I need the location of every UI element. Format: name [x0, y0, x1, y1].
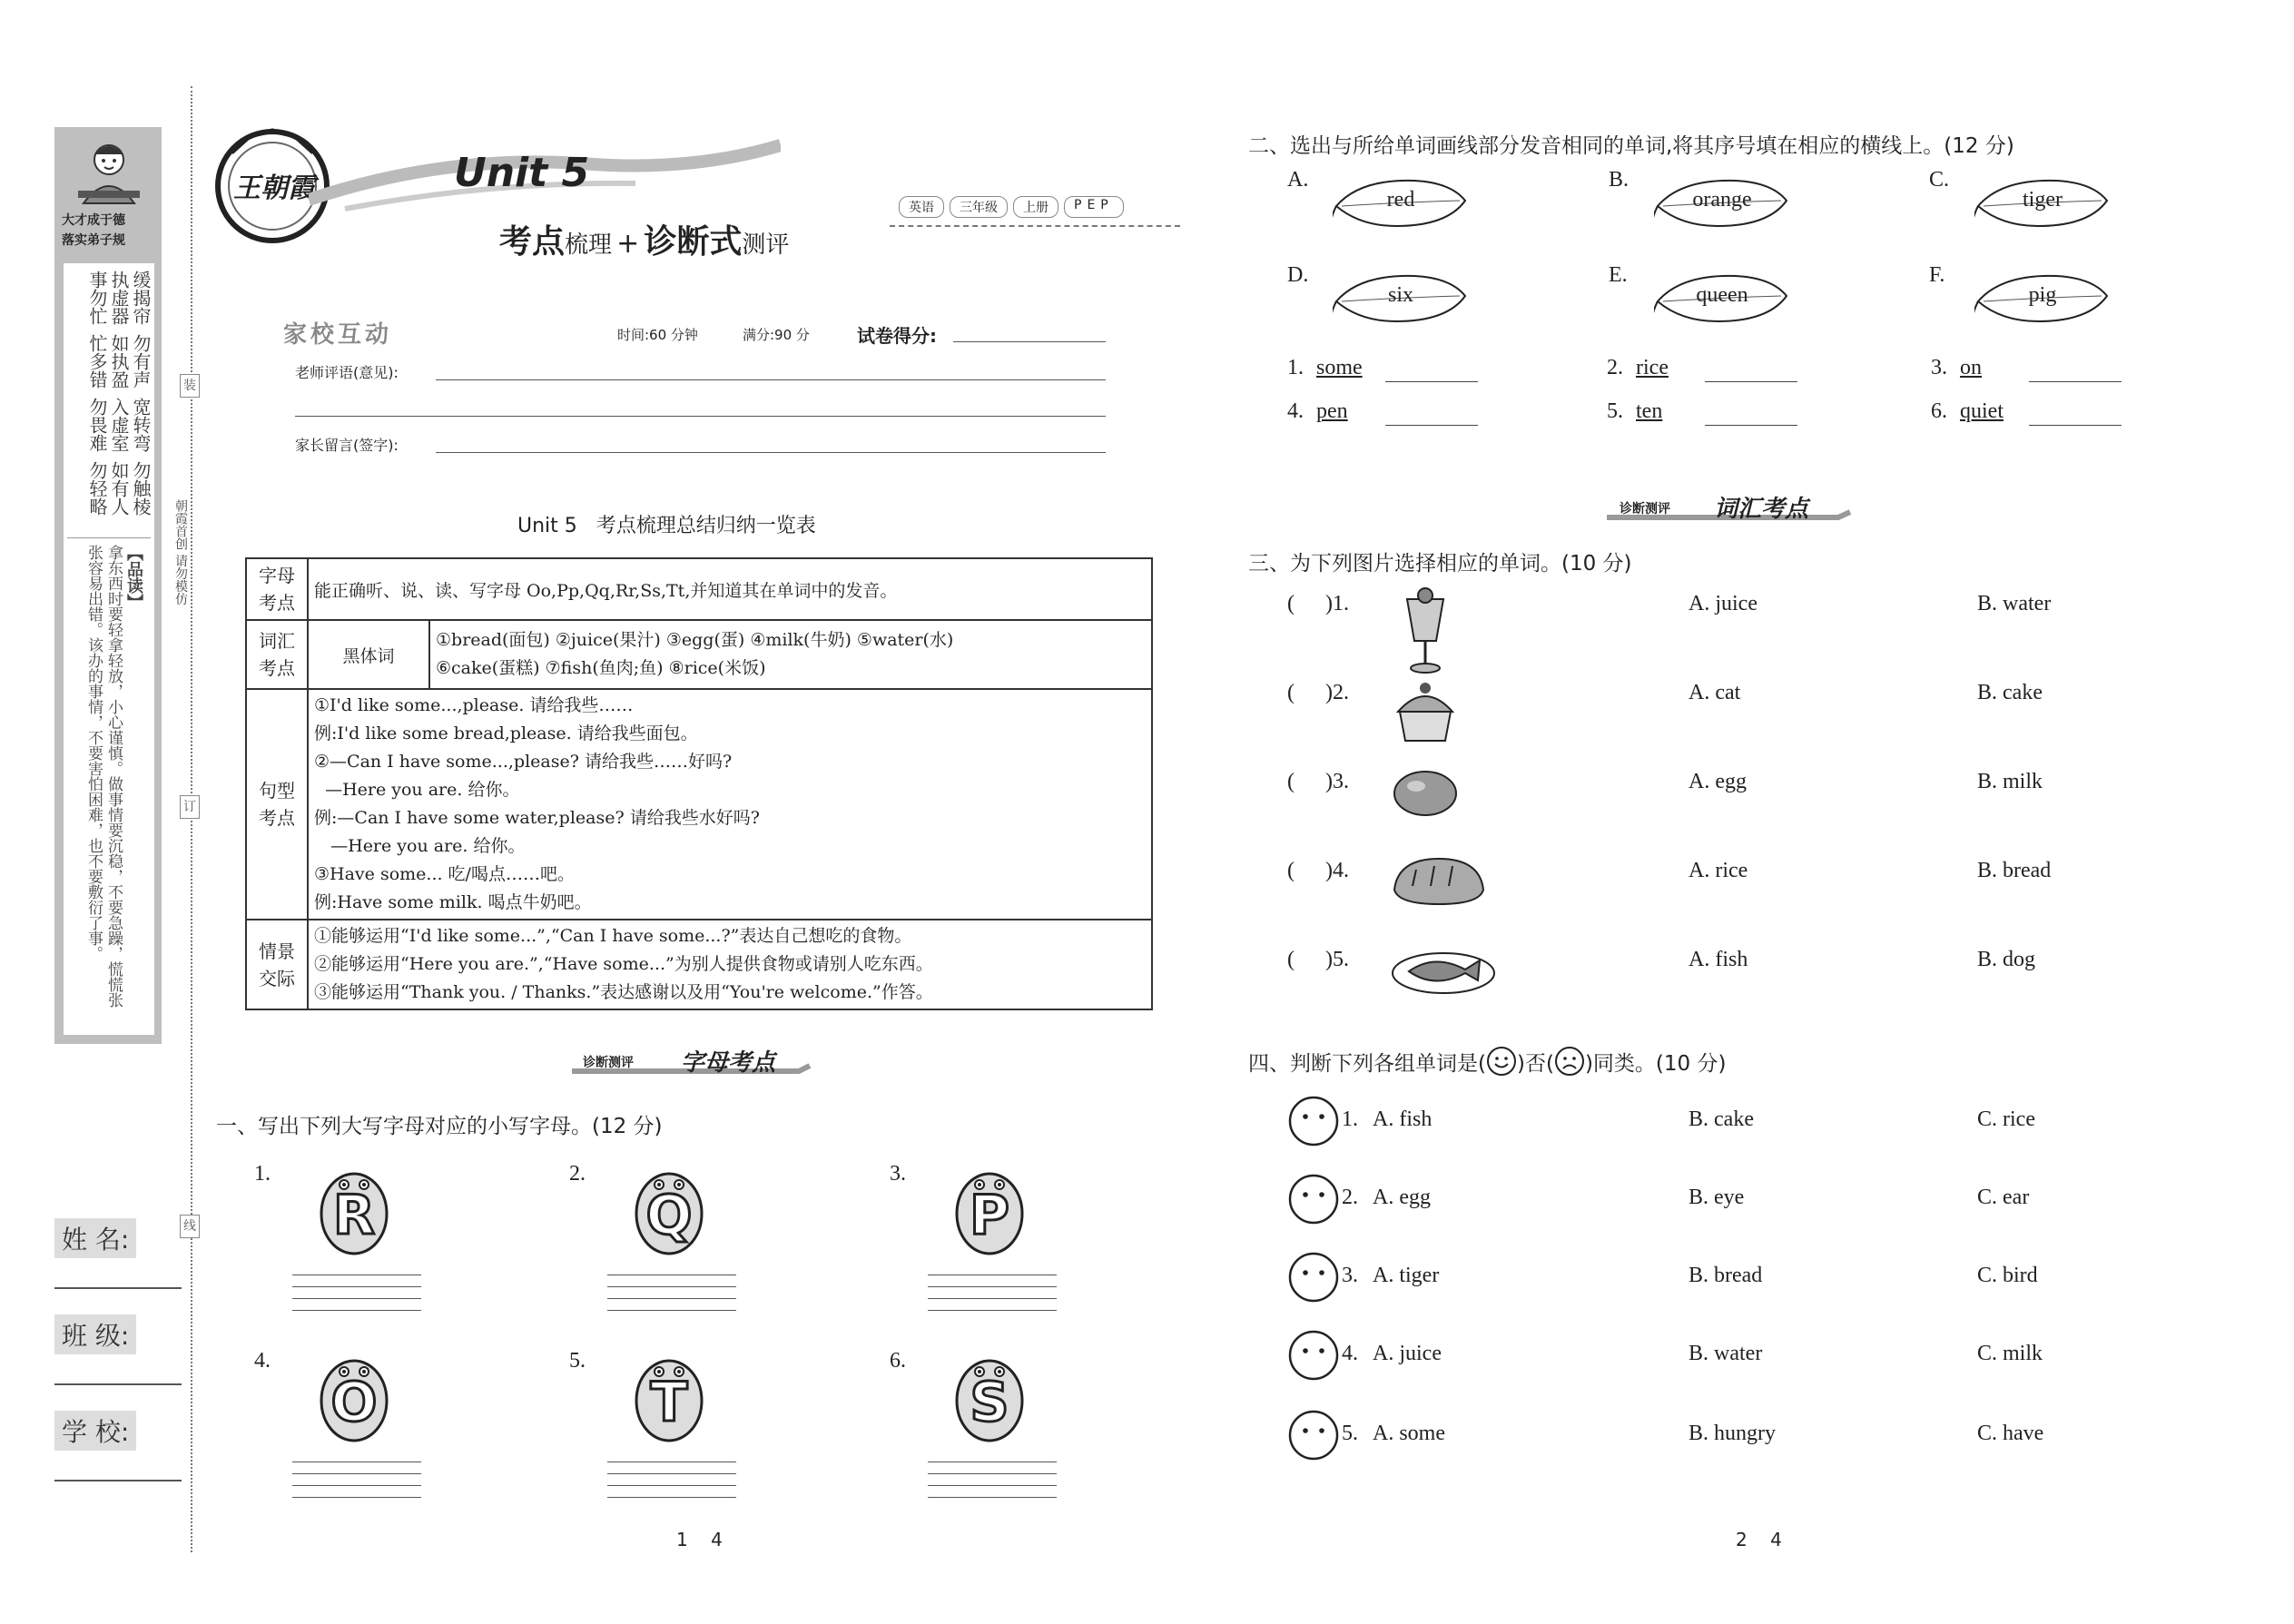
maxim: 忙多错 — [86, 334, 108, 389]
vocab-category: 词汇考点 — [246, 620, 308, 689]
q2-option-word: six — [1387, 283, 1413, 307]
cartoon-letter: Q — [645, 1184, 693, 1247]
q3-option-b[interactable]: B. milk — [1977, 770, 2043, 793]
vocab-line: ①bread(面包) ②juice(果汁) ③egg(蛋) ④milk(牛奶) ⑤water(水) — [436, 630, 954, 650]
maxims-panel — [64, 263, 154, 1035]
teacher-comment-label: 老师评语(意见): — [295, 364, 399, 381]
section-banner-vocab — [1607, 490, 1856, 521]
q3-heading: 三、为下列图片选择相应的单词。(10 分) — [1248, 552, 1632, 576]
q2-item-word: on — [1960, 356, 1982, 379]
maxim: 勿轻略 — [86, 461, 108, 516]
q3-option-b[interactable]: B. dog — [1977, 948, 2036, 971]
maxim: 如有人 — [108, 461, 130, 516]
q3-item-number: ( )4. — [1287, 859, 1349, 882]
q4-word-a: A. tiger — [1373, 1264, 1440, 1287]
q3-option-b[interactable]: B. bread — [1977, 859, 2052, 882]
q2-item-number: 3. — [1931, 356, 1947, 379]
q4-word-a: A. juice — [1373, 1342, 1442, 1365]
scene-category: 情景交际 — [246, 920, 308, 1009]
q4-word-a: A. fish — [1373, 1107, 1433, 1131]
banner-big: 字母考点 — [681, 1049, 776, 1077]
q4-item-number: 3. — [1342, 1264, 1358, 1287]
q2-answer-field[interactable] — [2029, 381, 2122, 382]
cartoon-letter: S — [970, 1371, 1009, 1434]
copyright-note: 朝霞首创 请勿模仿 — [173, 499, 188, 605]
banner-small: 诊断测评 — [583, 1056, 634, 1070]
binding-dotted-line — [191, 86, 192, 1552]
blank-face-icon[interactable] — [1287, 1095, 1340, 1147]
q4-word-c: C. have — [1977, 1422, 2044, 1445]
q2-option-label: D. — [1287, 263, 1309, 287]
q4-word-b: B. eye — [1689, 1186, 1745, 1209]
q2-item-number: 4. — [1287, 399, 1304, 423]
subtitle-part: 考点 — [499, 223, 566, 261]
q2-option-word: pig — [2028, 283, 2057, 307]
parent-message-label: 家长留言(签字): — [295, 437, 399, 454]
maxim: 事勿忙 — [86, 271, 108, 325]
q1-writing-lines[interactable] — [607, 1264, 736, 1311]
q2-item-number: 1. — [1287, 356, 1304, 379]
q4-item-number: 1. — [1342, 1107, 1358, 1131]
name-label: 姓 名: — [54, 1218, 136, 1258]
q4-item-number: 4. — [1342, 1342, 1358, 1365]
sentence-line: ①I'd like some...,please. 请给我些…… — [314, 695, 634, 715]
maxim: 勿有声 — [130, 334, 152, 389]
q2-item-word: ten — [1636, 399, 1663, 423]
page-number-right: 2 4 — [1736, 1529, 1782, 1550]
frown-face-icon — [1554, 1046, 1585, 1077]
subtitle-part: 梳理 — [565, 231, 613, 259]
letters-category: 字母考点 — [246, 558, 308, 620]
name-field[interactable] — [54, 1287, 182, 1289]
q2-option-label: E. — [1609, 263, 1628, 287]
q3-option-a[interactable]: A. egg — [1689, 770, 1747, 793]
blank-face-icon[interactable] — [1287, 1409, 1340, 1462]
q1-item-number: 6. — [890, 1349, 906, 1373]
q4-heading-part: )否( — [1516, 1051, 1554, 1076]
subtitle-plus: + — [616, 228, 640, 260]
blank-face-icon[interactable] — [1287, 1173, 1340, 1225]
vocab-subcategory: 黑体词 — [308, 620, 429, 689]
q2-option-word: red — [1386, 188, 1415, 212]
banner-big: 词汇考点 — [1714, 496, 1809, 523]
q2-item-number: 2. — [1607, 356, 1623, 379]
subtitle-part: 诊断式 — [644, 223, 743, 261]
sentence-line: 例:—Can I have some water,please? 请给我些水好吗? — [314, 808, 760, 828]
q4-word-a: A. some — [1373, 1422, 1445, 1445]
q1-item-number: 4. — [254, 1349, 271, 1373]
scene-line: ③能够运用“Thank you. / Thanks.”表达感谢以及用“You're welcome.”作答。 — [314, 982, 933, 1002]
maxim: 入虚室 — [108, 398, 130, 452]
teacher-comment-field[interactable] — [436, 379, 1106, 380]
vocab-line: ⑥cake(蛋糕) ⑦fish(鱼肉;鱼) ⑧rice(米饭) — [436, 658, 766, 678]
scene-line: ①能够运用“I'd like some...”,“Can I have some...?”表达自己想吃的食物。 — [314, 926, 912, 946]
blank-face-icon[interactable] — [1287, 1329, 1340, 1382]
q4-heading-part: 四、判断下列各组单词是( — [1248, 1051, 1486, 1076]
q3-item-number: ( )3. — [1287, 770, 1349, 793]
q4-word-a: A. egg — [1373, 1186, 1431, 1209]
school-field[interactable] — [54, 1480, 182, 1481]
maxim: 缓揭帘 — [130, 271, 152, 325]
q2-option-word: orange — [1692, 188, 1752, 212]
egg-icon — [1389, 764, 1462, 822]
mascot-image — [65, 136, 153, 205]
q2-item-word: quiet — [1960, 399, 2004, 423]
q3-item-number: ( )2. — [1287, 681, 1349, 704]
q2-option-label: B. — [1609, 168, 1629, 192]
sentence-line: —Here you are. 给你。 — [314, 780, 520, 800]
summary-table — [245, 557, 1153, 1010]
maxim: 勿畏难 — [86, 398, 108, 452]
cut-mark: 订 — [180, 795, 200, 819]
q4-item-number: 2. — [1342, 1186, 1358, 1209]
q3-option-b[interactable]: B. water — [1977, 592, 2052, 615]
time-limit: 时间:60 分钟 — [617, 327, 698, 343]
sentence-line: 例:I'd like some bread,please. 请给我些面包。 — [314, 723, 698, 743]
sentence-line: —Here you are. 给你。 — [314, 836, 526, 856]
juice-glass-icon — [1389, 586, 1462, 681]
q4-word-b: B. water — [1689, 1342, 1763, 1365]
q2-item-number: 6. — [1931, 399, 1947, 423]
term-tag: 上册 — [1013, 196, 1058, 218]
grade-tag: 三年级 — [950, 196, 1008, 218]
subtitle — [499, 216, 789, 262]
letters-text: 能正确听、说、读、写字母 Oo,Pp,Qq,Rr,Ss,Tt,并知道其在单词中的发音。 — [308, 558, 1152, 620]
q1-writing-lines[interactable] — [928, 1451, 1057, 1498]
q4-heading-part: )同类。(10 分) — [1584, 1051, 1727, 1076]
maxim: 勿触棱 — [130, 461, 152, 516]
q2-item-number: 5. — [1607, 399, 1623, 423]
q1-heading: 一、写出下列大写字母对应的小写字母。(12 分) — [216, 1115, 663, 1138]
q4-word-b: B. cake — [1689, 1107, 1754, 1131]
scene-line: ②能够运用“Here you are.”,“Have some...”为别人提供食物或请别人吃东西。 — [314, 954, 933, 974]
section-banner-letters — [572, 1044, 817, 1075]
maxim: 如执盈 — [108, 334, 130, 389]
maxim: 执虚器 — [108, 271, 130, 325]
q2-item-word: rice — [1636, 356, 1669, 379]
q3-option-b[interactable]: B. cake — [1977, 681, 2043, 704]
q1-writing-lines[interactable] — [928, 1264, 1057, 1311]
class-field[interactable] — [54, 1383, 182, 1385]
q4-item-number: 5. — [1342, 1422, 1358, 1445]
cartoon-letter: O — [330, 1371, 378, 1434]
q2-answer-field[interactable] — [1385, 425, 1478, 426]
sentence-line: ③Have some... 吃/喝点……吧。 — [314, 864, 575, 884]
smile-face-icon — [1486, 1046, 1517, 1077]
fish-plate-icon — [1389, 942, 1498, 1000]
q2-answer-field[interactable] — [2029, 425, 2122, 426]
paper-score-label: 试卷得分: — [857, 325, 937, 347]
q4-word-c: C. bird — [1977, 1264, 2038, 1287]
dashed-divider — [890, 225, 1180, 227]
q3-option-a[interactable]: A. juice — [1689, 592, 1757, 615]
q1-item-number: 1. — [254, 1162, 271, 1186]
full-score: 满分:90 分 — [743, 327, 810, 343]
q1-writing-lines[interactable] — [607, 1451, 736, 1498]
q2-heading: 二、选出与所给单词画线部分发音相同的单词,将其序号填在相应的横线上。(12 分) — [1248, 134, 2014, 158]
q2-option-word: queen — [1696, 283, 1748, 307]
q3-option-a[interactable]: A. fish — [1689, 948, 1748, 971]
cake-icon — [1389, 675, 1462, 752]
q2-item-word: some — [1316, 356, 1363, 379]
q1-writing-lines[interactable] — [292, 1264, 421, 1311]
q1-item-number: 2. — [569, 1162, 586, 1186]
reading-text: 拿东西时要轻拿轻放，小心谨慎。做事情要沉稳，不要急躁，慌慌张张容易出错。该办的事情，不要害怕困难，也不要敷衍了事。 — [84, 545, 123, 1008]
school-label: 学 校: — [54, 1411, 136, 1451]
q2-option-label: F. — [1929, 263, 1945, 287]
q3-item-number: ( )5. — [1287, 948, 1349, 971]
q1-item-number: 5. — [569, 1349, 586, 1373]
edition-tag: PEP — [1064, 196, 1124, 218]
page-number-left: 1 4 — [676, 1529, 723, 1550]
q2-item-word: pen — [1316, 399, 1348, 423]
motto-bottom: 落实弟子规 — [62, 233, 125, 248]
maxim: 宽转弯 — [130, 398, 152, 452]
q2-answer-field[interactable] — [1705, 381, 1797, 382]
q4-word-b: B. hungry — [1689, 1422, 1776, 1445]
motto-top: 大才成于德 — [62, 213, 125, 228]
bread-icon — [1389, 853, 1489, 911]
paper-score-field[interactable] — [953, 341, 1106, 342]
q2-answer-field[interactable] — [1385, 381, 1478, 382]
cut-mark: 线 — [180, 1215, 200, 1238]
class-label: 班 级: — [54, 1314, 136, 1354]
q2-option-label: A. — [1287, 168, 1309, 192]
q2-answer-field[interactable] — [1705, 425, 1797, 426]
q1-item-number: 3. — [890, 1162, 906, 1186]
sentence-line: 例:Have some milk. 喝点牛奶吧。 — [314, 892, 592, 912]
teacher-comment-field-2[interactable] — [295, 416, 1106, 417]
q3-item-number: ( )1. — [1287, 592, 1349, 615]
sentence-category: 句型考点 — [246, 689, 308, 920]
sentence-line: ②—Can I have some...,please? 请给我些……好吗? — [314, 752, 733, 772]
cut-mark: 装 — [180, 374, 200, 398]
unit-title: Unit 5 — [454, 150, 590, 196]
q1-writing-lines[interactable] — [292, 1451, 421, 1498]
home-school-label: 家校互动 — [283, 321, 393, 349]
logo-text: 王朝霞 — [233, 172, 315, 204]
reading-label: 【品读】 — [124, 545, 143, 610]
subject-tag: 英语 — [899, 196, 944, 218]
q4-word-b: B. bread — [1689, 1264, 1763, 1287]
q2-option-word: tiger — [2023, 188, 2063, 212]
q2-option-label: C. — [1929, 168, 1950, 192]
cartoon-letter: T — [650, 1371, 688, 1434]
summary-title: Unit 5 考点梳理总结归纳一览表 — [517, 515, 816, 537]
grade-tags — [899, 196, 1124, 218]
q3-option-a[interactable]: A. cat — [1689, 681, 1741, 704]
q4-word-c: C. ear — [1977, 1186, 2030, 1209]
cartoon-letter: P — [970, 1184, 1009, 1247]
parent-message-field[interactable] — [436, 452, 1106, 453]
q4-heading — [1248, 1046, 1726, 1077]
blank-face-icon[interactable] — [1287, 1251, 1340, 1304]
q3-option-a[interactable]: A. rice — [1689, 859, 1748, 882]
cartoon-letter: R — [332, 1184, 376, 1247]
q4-word-c: C. rice — [1977, 1107, 2035, 1131]
banner-small: 诊断测评 — [1620, 502, 1670, 517]
subtitle-part: 测评 — [742, 231, 790, 259]
q4-word-c: C. milk — [1977, 1342, 2043, 1365]
